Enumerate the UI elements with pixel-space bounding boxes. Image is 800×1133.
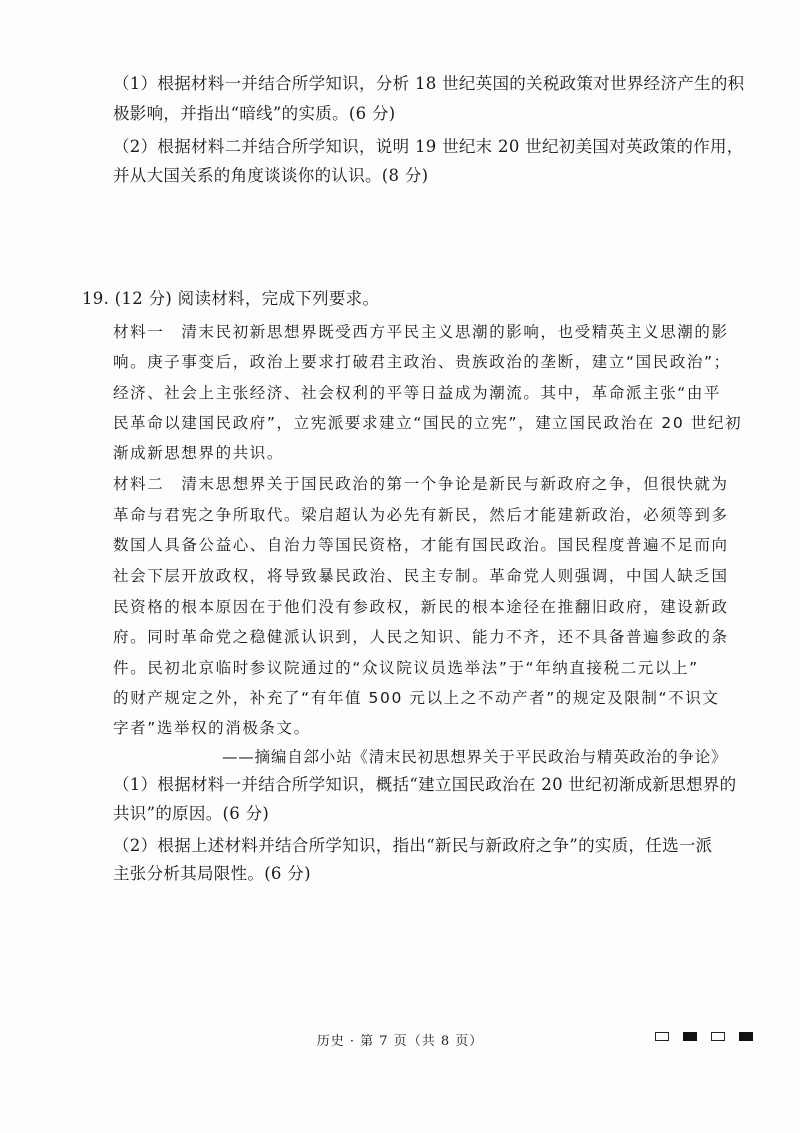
filled-rect-icon xyxy=(683,1032,697,1041)
q19-header: 19. (12 分) 阅读材料，完成下列要求。 xyxy=(82,289,380,308)
q19-1-line-1: （1）根据材料一并结合所学知识，概括“建立国民政治在 20 世纪初渐成新思想界的 xyxy=(113,775,737,794)
material2-line: 革命与君宪之争所取代。梁启超认为必先有新民，然后才能建新政治，必须等到多 xyxy=(113,506,729,524)
q19-2-line-1: （2）根据上述材料并结合所学知识，指出“新民与新政府之争”的实质，任选一派 xyxy=(113,836,713,855)
material1-line: 渐成新思想界的共识。 xyxy=(113,444,285,462)
q19-1-line-2: 共识”的原因。(6 分) xyxy=(113,804,270,823)
scan-marks xyxy=(655,1032,753,1041)
material2-line: 件。民初北京临时参议院通过的“众议院议员选举法”于“年纳直接税二元以上” xyxy=(113,659,699,677)
q18-2-line-1: （2）根据材料二并结合所学知识，说明 19 世纪末 20 世纪初美国对英政策的作用， xyxy=(113,137,744,156)
material1-line: 响。庚子事变后，政治上要求打破君主政治、贵族政治的垄断，建立“国民政治”； xyxy=(113,353,731,371)
q19-2-line-2: 主张分析其局限性。(6 分) xyxy=(113,864,311,883)
open-rect-icon xyxy=(711,1032,725,1041)
material2-line: 的财产规定之外，补充了“有年值 500 元以上之不动产者”的规定及限制“不识文 xyxy=(113,689,720,707)
material2-line: 材料二 清末思想界关于国民政治的第一个争论是新民与新政府之争，但很快就为 xyxy=(113,475,729,493)
material1-line: 材料一 清末民初新思想界既受西方平民主义思潮的影响，也受精英主义思潮的影 xyxy=(113,323,729,341)
material2-line: 民资格的根本原因在于他们没有参政权，新民的根本途径在推翻旧政府，建设新政 xyxy=(113,598,729,616)
q18-1-line-1: （1）根据材料一并结合所学知识，分析 18 世纪英国的关税政策对世界经济产生的积 xyxy=(113,74,745,93)
material2-line: 数国人具备公益心、自治力等国民资格，才能有国民政治。国民程度普遍不足而向 xyxy=(113,536,729,554)
filled-rect-icon xyxy=(739,1032,753,1041)
source-citation: ——摘编自郐小站《清末民初思想界关于平民政治与精英政治的争论》 xyxy=(222,748,728,766)
open-rect-icon xyxy=(655,1032,669,1041)
page-footer: 历史 · 第 7 页（共 8 页） xyxy=(316,1034,484,1049)
material2-line: 府。同时革命党之稳健派认识到，人民之知识、能力不齐，还不具备普遍参政的条 xyxy=(113,628,729,646)
q18-1-line-2: 极影响，并指出“暗线”的实质。(6 分) xyxy=(113,104,396,123)
material1-line: 经济、社会上主张经济、社会权利的平等日益成为潮流。其中，革命派主张“由平 xyxy=(113,384,722,402)
material1-line: 民革命以建国民政府”，立宪派要求建立“国民的立宪”，建立国民政治在 20 世纪初 xyxy=(113,414,743,432)
material2-line: 字者”选举权的消极条文。 xyxy=(113,719,311,737)
q18-2-line-2: 并从大国关系的角度谈谈你的认识。(8 分) xyxy=(113,166,429,185)
material2-line: 社会下层开放政权，将导致暴民政治、民主专制。革命党人则强调，中国人缺乏国 xyxy=(113,567,729,585)
